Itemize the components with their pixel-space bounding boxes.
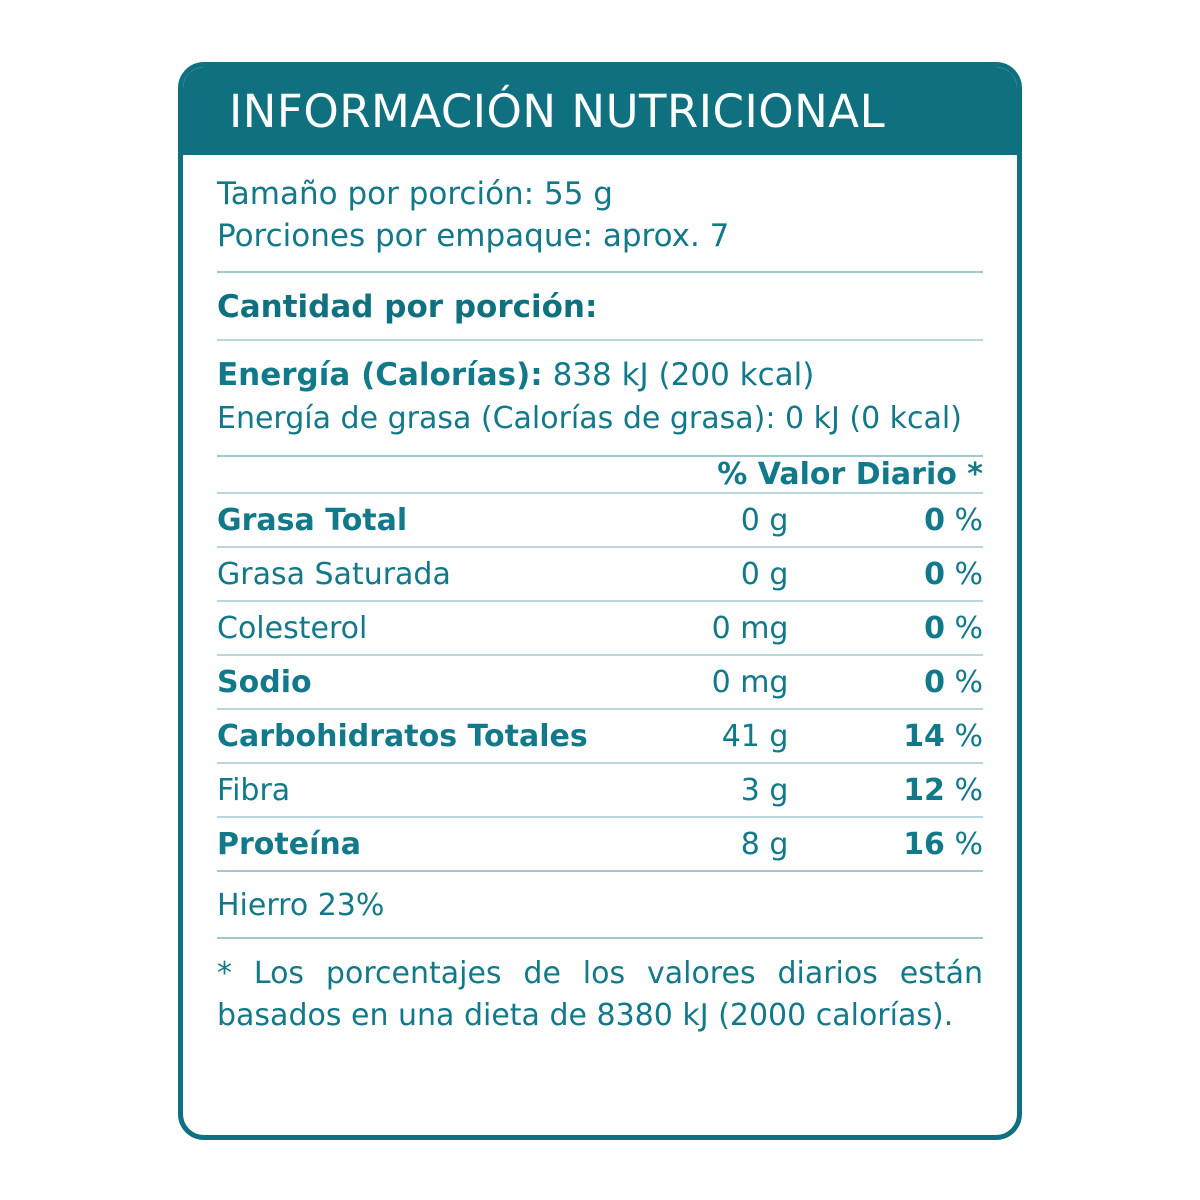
energy-line (217, 355, 983, 395)
nutrient-dv (814, 493, 983, 547)
dv-number: 0 (924, 556, 945, 592)
nutrient-amount: 8 g (631, 817, 815, 870)
dv-percent-sign: % (954, 610, 983, 646)
dv-number: 0 (924, 502, 945, 538)
dv-number: 0 (924, 610, 945, 646)
nutrient-name: Sodio (217, 655, 631, 709)
daily-value-footnote: * Los porcentajes de los valores diarios están basados en una dieta de 8380 kJ (2000 calorías). (217, 937, 983, 1048)
nutrient-amount: 41 g (631, 709, 815, 763)
daily-value-header: % Valor Diario * (717, 456, 983, 492)
dv-percent-sign: % (954, 718, 983, 754)
nutrient-name: Grasa Total (217, 493, 631, 547)
nutrient-amount: 0 mg (631, 601, 815, 655)
serving-size: Tamaño por porción: 55 g (217, 176, 613, 212)
amount-per-serving: Cantidad por porción: (217, 289, 598, 326)
dv-percent-sign: % (954, 826, 983, 862)
nutrient-name: Proteína (217, 817, 631, 870)
panel-body (183, 155, 1017, 1048)
dv-percent-sign: % (954, 772, 983, 808)
nutrient-name: Fibra (217, 763, 631, 817)
nutrient-dv (814, 547, 983, 601)
nutrient-dv (814, 655, 983, 709)
nutrient-table (217, 457, 983, 870)
energy-label: Energía (Calorías): (217, 357, 543, 394)
table-row (217, 655, 983, 709)
dv-header-spacer (217, 457, 631, 493)
dv-number: 0 (924, 664, 945, 700)
table-row (217, 601, 983, 655)
nutrition-facts-panel (178, 62, 1022, 1140)
table-row (217, 763, 983, 817)
nutrient-name: Colesterol (217, 601, 631, 655)
panel-title: INFORMACIÓN NUTRICIONAL (229, 84, 886, 138)
dv-number: 12 (903, 772, 945, 808)
nutrient-amount: 0 g (631, 547, 815, 601)
dv-number: 14 (903, 718, 945, 754)
daily-value-header-row (217, 457, 983, 493)
mineral-row: Hierro 23% (217, 870, 983, 937)
serving-info (217, 155, 983, 271)
nutrient-amount: 3 g (631, 763, 815, 817)
table-row (217, 547, 983, 601)
nutrient-name: Carbohidratos Totales (217, 709, 631, 763)
nutrient-dv (814, 709, 983, 763)
nutrient-name: Grasa Saturada (217, 547, 631, 601)
panel-header (183, 67, 1017, 155)
table-row (217, 493, 983, 547)
energy-from-fat: Energía de grasa (Calorías de grasa): 0 kJ (0 kcal) (217, 400, 962, 436)
dv-number: 16 (903, 826, 945, 862)
nutrient-amount: 0 mg (631, 655, 815, 709)
nutrient-dv (814, 601, 983, 655)
nutrient-dv (814, 763, 983, 817)
dv-percent-sign: % (954, 502, 983, 538)
table-row (217, 709, 983, 763)
table-row (217, 817, 983, 870)
servings-per-container: Porciones por empaque: aprox. 7 (217, 218, 730, 255)
dv-percent-sign: % (954, 556, 983, 592)
energy-value: 838 kJ (200 kcal) (552, 357, 815, 394)
nutrient-dv (814, 817, 983, 870)
nutrient-amount: 0 g (631, 493, 815, 547)
dv-percent-sign: % (954, 664, 983, 700)
energy-block (217, 341, 983, 454)
